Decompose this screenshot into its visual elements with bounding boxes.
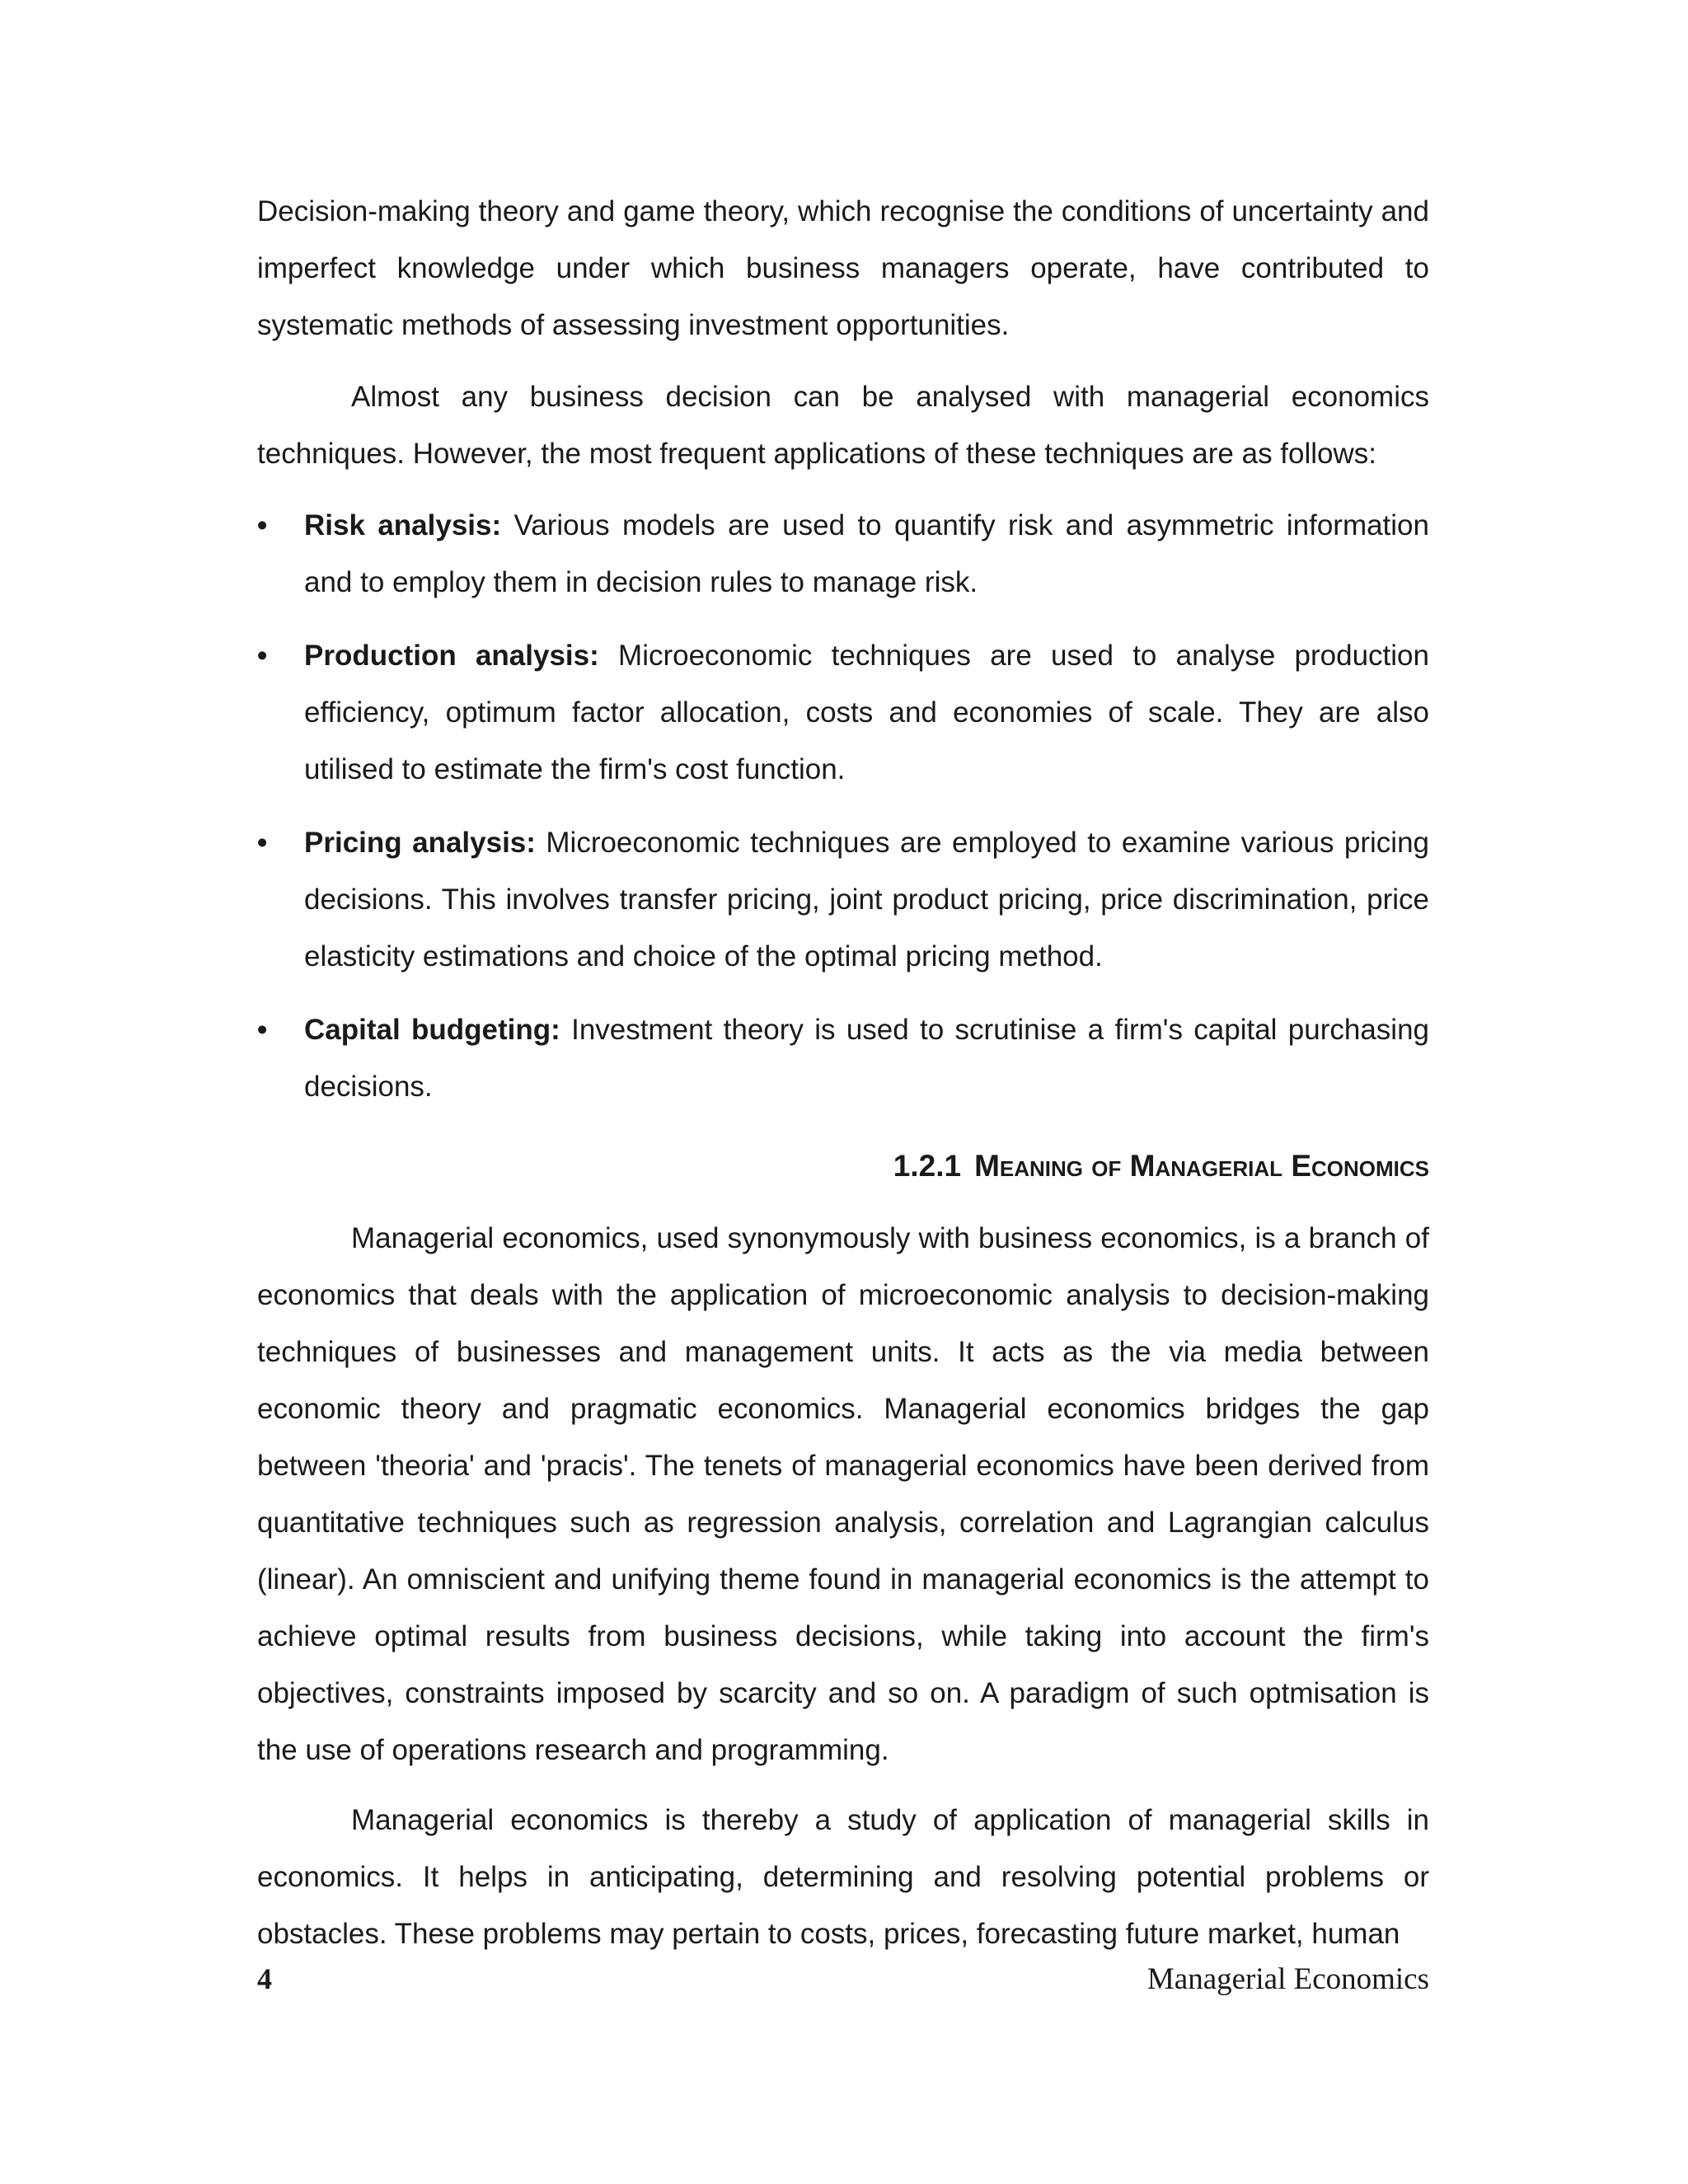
bullet-text: Various models are used to quantify risk and asymmetric information and to employ them in decision rules to manage risk. <box>304 509 1429 598</box>
section-heading <box>257 1137 1429 1195</box>
bullet-term: Pricing analysis: <box>304 827 536 859</box>
bullet-term: Risk analysis: <box>304 509 502 541</box>
bullet-term: Production analysis: <box>304 640 599 672</box>
section-number: 1.2.1 <box>893 1149 962 1183</box>
list-item-risk-analysis <box>257 497 1429 611</box>
bullet-icon: • <box>257 1014 268 1046</box>
bullet-icon: • <box>257 827 268 859</box>
paragraph-text: Managerial economics, used synonymously with business economics, is a branch of economics that deals with the application of microeconomic analysis to decision-making techniques of businesses and management units. It acts as the via media between economic theory and pragmatic economics. Managerial economics bridges the gap between 'theoria' and 'pracis'. The tenets of managerial economics have been derived from quantitative techniques such as regression analysis, correlation and Lagrangian calculus (linear). An omniscient and unifying theme found in managerial economics is the attempt to achieve optimal results from business decisions, while taking into account the firm's objectives, constraints imposed by scarcity and so on. A paradigm of such optmisation is the use of operations research and programming. <box>257 1222 1429 1766</box>
bullet-text: Microeconomic techniques are employed to examine various pricing decisions. This involves transfer pricing, joint product pricing, price discrimination, price elasticity estimations and choice of the optimal pricing method. <box>304 827 1430 972</box>
bullet-text: Investment theory is used to scrutinise a firm's capital purchasing decisions. <box>304 1014 1429 1103</box>
bullet-icon: • <box>257 509 268 541</box>
bullet-text: Microeconomic techniques are used to analyse production efficiency, optimum factor allocation, costs and economies of scale. They are also utilised to estimate the firm's cost function. <box>304 640 1429 785</box>
bullet-icon: • <box>257 640 268 672</box>
list-item-capital-budgeting <box>257 1001 1429 1115</box>
page-number: 4 <box>257 1962 272 1995</box>
section-title: Meaning of Managerial Economics <box>974 1149 1429 1183</box>
bullet-list <box>257 497 1429 1115</box>
body-paragraph-1 <box>257 183 1429 354</box>
body-paragraph-3 <box>257 1210 1429 1779</box>
page-footer <box>257 1961 1429 1997</box>
paragraph-text: Decision-making theory and game theory, which recognise the conditions of uncertainty and imperfect knowledge under which business managers operate, have contributed to systematic methods of assessing investment opportunities. <box>257 195 1429 341</box>
body-paragraph-2 <box>257 368 1429 482</box>
body-paragraph-4 <box>257 1792 1429 1962</box>
list-item-pricing-analysis <box>257 814 1429 985</box>
list-item-production-analysis <box>257 627 1429 798</box>
running-footer-title: Managerial Economics <box>1146 1962 1429 1996</box>
paragraph-text: Almost any business decision can be analysed with managerial economics techniques. However, the most frequent applications of these techniques are as follows: <box>257 381 1429 470</box>
bullet-term: Capital budgeting: <box>304 1014 560 1046</box>
paragraph-text: Managerial economics is thereby a study of application of managerial skills in economics. It helps in anticipating, determining and resolving potential problems or obstacles. These problems may pertain to costs, prices, forecasting future market, human <box>257 1804 1429 1950</box>
applications-list <box>257 497 1429 1132</box>
